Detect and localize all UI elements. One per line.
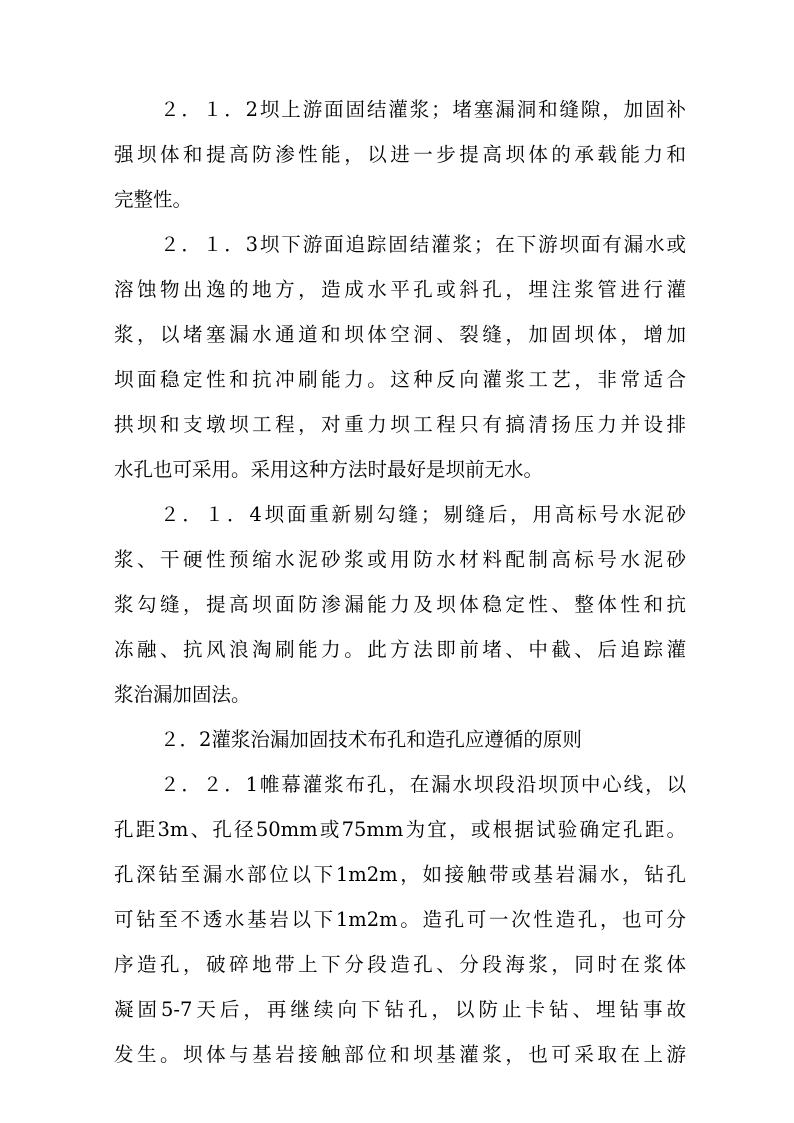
paragraph-2-1-3-line-5: 拱坝和支墩坝工程，对重力坝工程只有搞清扬压力并设排 — [114, 413, 686, 436]
paragraph-2-1-3-line-3: 浆，以堵塞漏水通道和坝体空洞、裂缝，加固坝体，增加 — [114, 323, 686, 346]
paragraph-2-1-2-line-3: 完整性。 — [114, 188, 193, 211]
paragraph-2-2-1-line-3: 孔深钻至漏水部位以下1m2m，如接触带或基岩漏水，钻孔 — [114, 863, 686, 886]
paragraph-2-1-3-line-2: 溶蚀物出逸的地方，造成水平孔或斜孔，埋注浆管进行灌 — [114, 278, 686, 301]
paragraph-2-1-2-line-2: 强坝体和提高防渗性能，以进一步提高坝体的承载能力和 — [114, 143, 686, 166]
paragraph-2-1-3-line-1: ２．１．3坝下游面追踪固结灌浆；在下游坝面有漏水或 — [160, 233, 686, 256]
paragraph-2-1-3-line-4: 坝面稳定性和抗冲刷能力。这种反向灌浆工艺，非常适合 — [114, 368, 686, 391]
paragraph-2-1-4-line-1: ２．１．4坝面重新剔勾缝；剔缝后，用高标号水泥砂 — [160, 503, 686, 526]
paragraph-2-2-1-line-6: 凝固5-7天后，再继续向下钻孔，以防止卡钻、埋钻事故 — [114, 998, 686, 1021]
paragraph-2-2-1-line-2: 孔距3m、孔径50mm或75mm为宜，或根据试验确定孔距。 — [114, 818, 686, 841]
section-heading-2-2: ２．2灌浆治漏加固技术布孔和造孔应遵循的原则 — [160, 728, 582, 751]
paragraph-2-2-1-line-1: ２．２．1帷幕灌浆布孔，在漏水坝段沿坝顶中心线，以 — [160, 773, 686, 796]
paragraph-2-2-1-line-5: 序造孔，破碎地带上下分段造孔、分段海浆，同时在浆体 — [114, 953, 686, 976]
paragraph-2-1-3-line-6: 水孔也可采用。采用这种方法时最好是坝前无水。 — [114, 458, 544, 481]
paragraph-2-1-4-line-3: 浆勾缝，提高坝面防渗漏能力及坝体稳定性、整体性和抗 — [114, 593, 686, 616]
paragraph-2-2-1-line-7: 发生。坝体与基岩接触部位和坝基灌浆，也可采取在上游 — [114, 1043, 686, 1066]
paragraph-2-1-4-line-5: 浆治漏加固法。 — [114, 683, 251, 706]
paragraph-2-2-1-line-4: 可钻至不透水基岩以下1m2m。造孔可一次性造孔，也可分 — [114, 908, 686, 931]
paragraph-2-1-4-line-4: 冻融、抗风浪淘刷能力。此方法即前堵、中截、后追踪灌 — [114, 638, 686, 661]
paragraph-2-1-4-line-2: 浆、干硬性预缩水泥砂浆或用防水材料配制高标号水泥砂 — [114, 548, 686, 571]
paragraph-2-1-2-line-1: ２．１．2坝上游面固结灌浆；堵塞漏洞和缝隙，加固补 — [160, 98, 686, 121]
